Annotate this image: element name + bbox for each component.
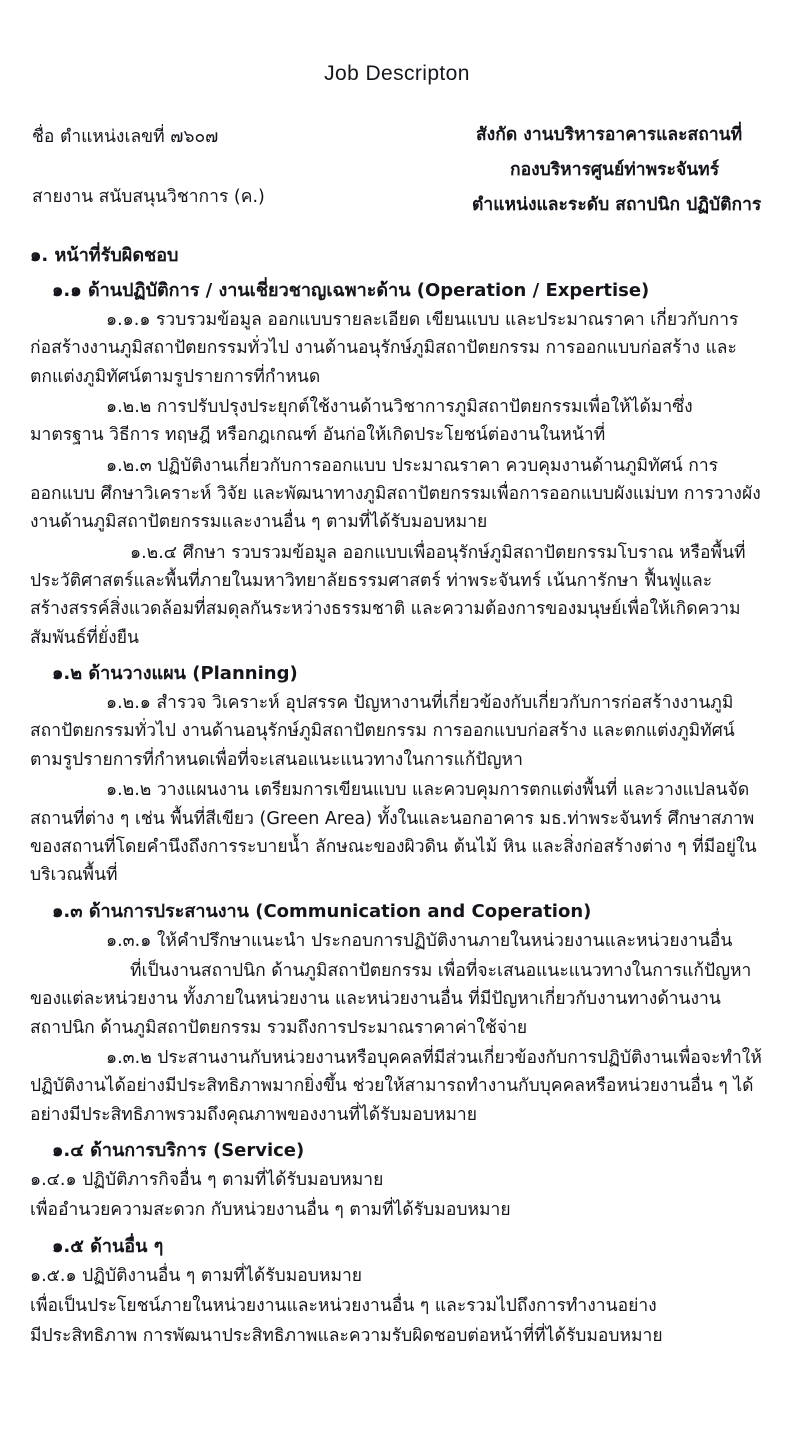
job-family-label: สายงาน สนับสนุนวิชาการ (ค.) bbox=[32, 187, 265, 207]
section-1-5-heading: ๑.๕ ด้านอื่น ๆ bbox=[52, 1235, 164, 1257]
paragraph: ๑.๓.๑ ให้คำปรึกษาแนะนำ ประกอบการปฏิบัติงานภายในหน่วยงานและหน่วยงานอื่น bbox=[106, 930, 733, 951]
paragraph: เพื่อเป็นประโยชน์ภายในหน่วยงานและหน่วยงานอื่น ๆ และรวมไปถึงการทำงานอย่าง bbox=[30, 1295, 657, 1316]
paragraph: ๑.๔.๑ ปฏิบัติภารกิจอื่น ๆ ตามที่ได้รับมอบหมาย bbox=[30, 1169, 384, 1190]
position-level-line: ตำแหน่งและระดับ สถาปนิก ปฏิบัติการ bbox=[472, 195, 762, 215]
section-1-2-heading: ๑.๒ ด้านวางแผน (Planning) bbox=[52, 663, 298, 685]
section-1-3-heading: ๑.๓ ด้านการประสานงาน (Communication and Coperation) bbox=[52, 900, 592, 922]
section-1-heading: ๑. หน้าที่รับผิดชอบ bbox=[30, 245, 179, 266]
paragraph: ๑.๒.๔ ศึกษา รวบรวมข้อมูล ออกแบบเพื่ออนุรักษ์ภูมิสถาปัตยกรรมโบราณ หรือพื้นที่ประวัติศาสตร์และพื้นที่ภายในมหาวิทยาลัยธรรมศาสตร์ ท่าพระจันทร์ เน้นการักษา ฟื้นฟูและสร้างสรรค์สิ่งแวดล้อมที่สมดุลกันระหว่างธรรมชาติ และความต้องการของมนุษย์เพื่อให้เกิดความสัมพันธ์ที่ยั่งยืน bbox=[30, 542, 746, 648]
section-1-4-heading: ๑.๔ ด้านการบริการ (Service) bbox=[52, 1139, 305, 1161]
paragraph: ๑.๒.๒ วางแผนงาน เตรียมการเขียนแบบ และควบคุมการตกแต่งพื้นที่ และวางแปลนจัดสถานที่ต่าง ๆ เช่น พื้นที่สีเขียว (Green Area) ทั้งในและนอกอาคาร มธ.ท่าพระจันทร์ ศึกษาสภาพของสถานที่โดยคำนึงถึงการระบายน้ำ ลักษณะของผิวดิน ต้นไม้ หิน และสิ่งก่อสร้างต่าง ๆ ที่มีอยู่ในบริเวณพื้นที่ bbox=[30, 780, 757, 886]
affiliation-line-1: สังกัด งานบริหารอาคารและสถานที่ bbox=[476, 125, 743, 145]
paragraph: ๑.๒.๒ การปรับปรุงประยุกต์ใช้งานด้านวิชาการภูมิสถาปัตยกรรมเพื่อให้ได้มาซึ่งมาตรฐาน วิธีการ ทฤษฎี หรือกฎเกณฑ์ อันก่อให้เกิดประโยชน์ต่องานในหน้าที่ bbox=[30, 397, 693, 446]
paragraph: ๑.๒.๓ ปฏิบัติงานเกี่ยวกับการออกแบบ ประมาณราคา ควบคุมงานด้านภูมิทัศน์ การออกแบบ ศึกษาวิเคราะห์ วิจัย และพัฒนาทางภูมิสถาปัตยกรรมเพื่อการออกแบบผังแม่บท การวางผัง งานด้านภูมิสถาปัตยกรรมและงานอื่น ๆ ตามที่ได้รับมอบหมาย bbox=[30, 455, 761, 533]
page-title: Job Descripton bbox=[324, 62, 470, 85]
paragraph: ๑.๑.๑ รวบรวมข้อมูล ออกแบบรายละเอียด เขียนแบบ และประมาณราคา เกี่ยวกับการก่อสร้างงานภูมิสถาปัตยกรรมทั่วไป งานด้านอนุรักษ์ภูมิสถาปัตยกรรม การออกแบบก่อสร้าง และตกแต่งภูมิทัศน์ตามรูปรายการที่กำหนด bbox=[30, 310, 739, 387]
document-body bbox=[30, 240, 762, 1351]
paragraph: มีประสิทธิภาพ การพัฒนาประสิทธิภาพและความรับผิดชอบต่อหน้าที่ที่ได้รับมอบหมาย bbox=[30, 1326, 663, 1347]
affiliation-block bbox=[428, 120, 800, 225]
paragraph: ที่เป็นงานสถาปนิก ด้านภูมิสถาปัตยกรรม เพื่อที่จะเสนอแนะแนวทางในการแก้ปัญหาของแต่ละหน่วยงาน ทั้งภายในหน่วยงาน และหน่วยงานอื่น ที่มีปัญหาเกี่ยวกับงานทางด้านงานสถาปนิก ด้านภูมิสถาปัตยกรรม รวมถึงการประมาณราคาค่าใช้จ่าย bbox=[30, 960, 752, 1038]
affiliation-line-2: กองบริหารศูนย์ท่าพระจันทร์ bbox=[510, 160, 720, 180]
document-header bbox=[28, 120, 766, 228]
paragraph: เพื่ออำนวยความสะดวก กับหน่วยงานอื่น ๆ ตามที่ได้รับมอบหมาย bbox=[30, 1200, 511, 1221]
paragraph: ๑.๓.๒ ประสานงานกับหน่วยงานหรือบุคคลที่มีส่วนเกี่ยวข้องกับการปฏิบัติงานเพื่อจะทำให้ปฏิบัติงานได้อย่างมีประสิทธิภาพมากยิ่งขึ้น ช่วยให้สามารถทำงานกับบุคคลหรือหน่วยงานอื่น ๆ ได้อย่างมีประสิทธิภาพรวมถึงคุณภาพของงานที่ได้รับมอบหมาย bbox=[30, 1047, 762, 1125]
paragraph: ๑.๒.๑ สำรวจ วิเคราะห์ อุปสรรค ปัญหางานที่เกี่ยวข้องกับเกี่ยวกับการก่อสร้างงานภูมิสถาปัตยกรรมทั่วไป งานด้านอนุรักษ์ภูมิสถาปัตยกรรม การออกแบบก่อสร้าง และตกแต่งภูมิทัศน์ตามรูปรายการที่กำหนดเพื่อที่จะเสนอแนะแนวทางในการแก้ปัญหา bbox=[30, 693, 735, 770]
section-1-1-heading: ๑.๑ ด้านปฏิบัติการ / งานเชี่ยวชาญเฉพาะด้าน (Operation / Expertise) bbox=[52, 280, 650, 301]
position-number-label: ชื่อ ตำแหน่งเลขที่ ๗๖๐๗ bbox=[32, 127, 219, 147]
paragraph: ๑.๕.๑ ปฏิบัติงานอื่น ๆ ตามที่ได้รับมอบหมาย bbox=[30, 1265, 363, 1286]
